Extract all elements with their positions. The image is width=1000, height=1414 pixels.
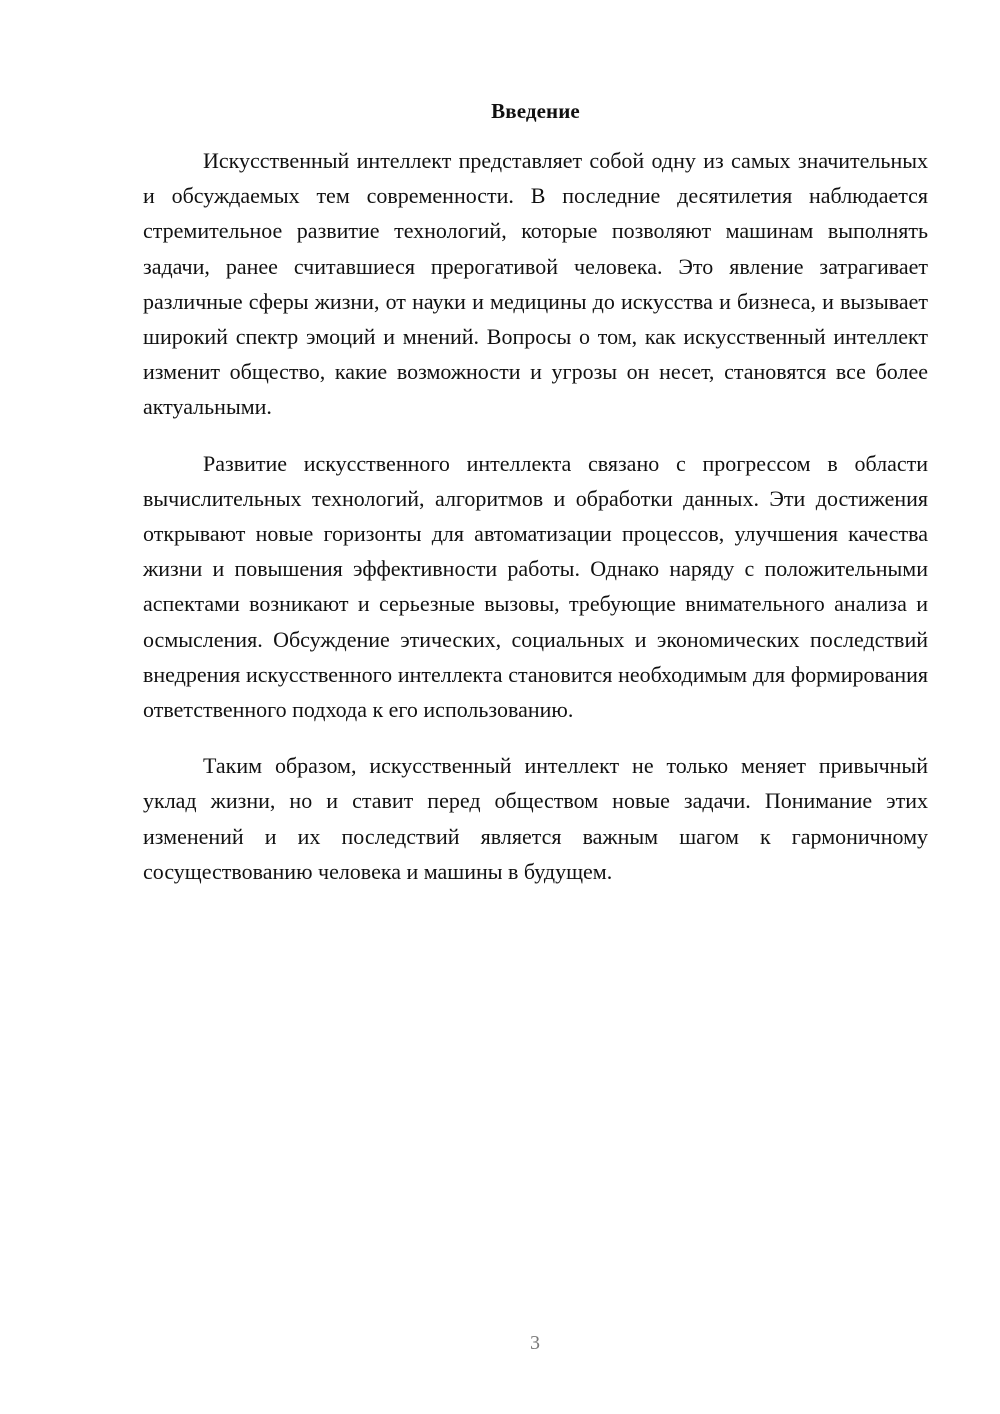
page-content: [143, 96, 928, 910]
paragraph-1: Искусственный интеллект представляет собой одну из самых значительных и обсуждаемых тем современности. В последние десятилетия наблюдается стремительное развитие технологий, которые позволяют машинам выполнять задачи, ранее считавшиеся прерогативой человека. Это явление затрагивает различные сферы жизни, от науки и медицины до искусства и бизнеса, и вызывает широкий спектр эмоций и мнений. Вопросы о том, как искусственный интеллект изменит общество, какие возможности и угрозы он несет, становятся все более актуальными.: [143, 148, 928, 420]
paragraph-2: Развитие искусственного интеллекта связано с прогрессом в области вычислительных технологий, алгоритмов и обработки данных. Эти достижения открывают новые горизонты для автоматизации процессов, улучшения качества жизни и повышения эффективности работы. Однако наряду с положительными аспектами возникают и серьезные вызовы, требующие внимательного анализа и осмысления. Обсуждение этических, социальных и экономических последствий внедрения искусственного интеллекта становится необходимым для формирования ответственного подхода к его использованию.: [143, 450, 928, 723]
page-number: 3: [530, 1332, 540, 1354]
section-heading: Введение: [491, 99, 580, 123]
paragraph-3: Таким образом, искусственный интеллект не только меняет привычный уклад жизни, но и ставит перед обществом новые задачи. Понимание этих изменений и их последствий является важным шагом к гармоничному сосуществованию человека и машины в будущем.: [143, 753, 928, 884]
